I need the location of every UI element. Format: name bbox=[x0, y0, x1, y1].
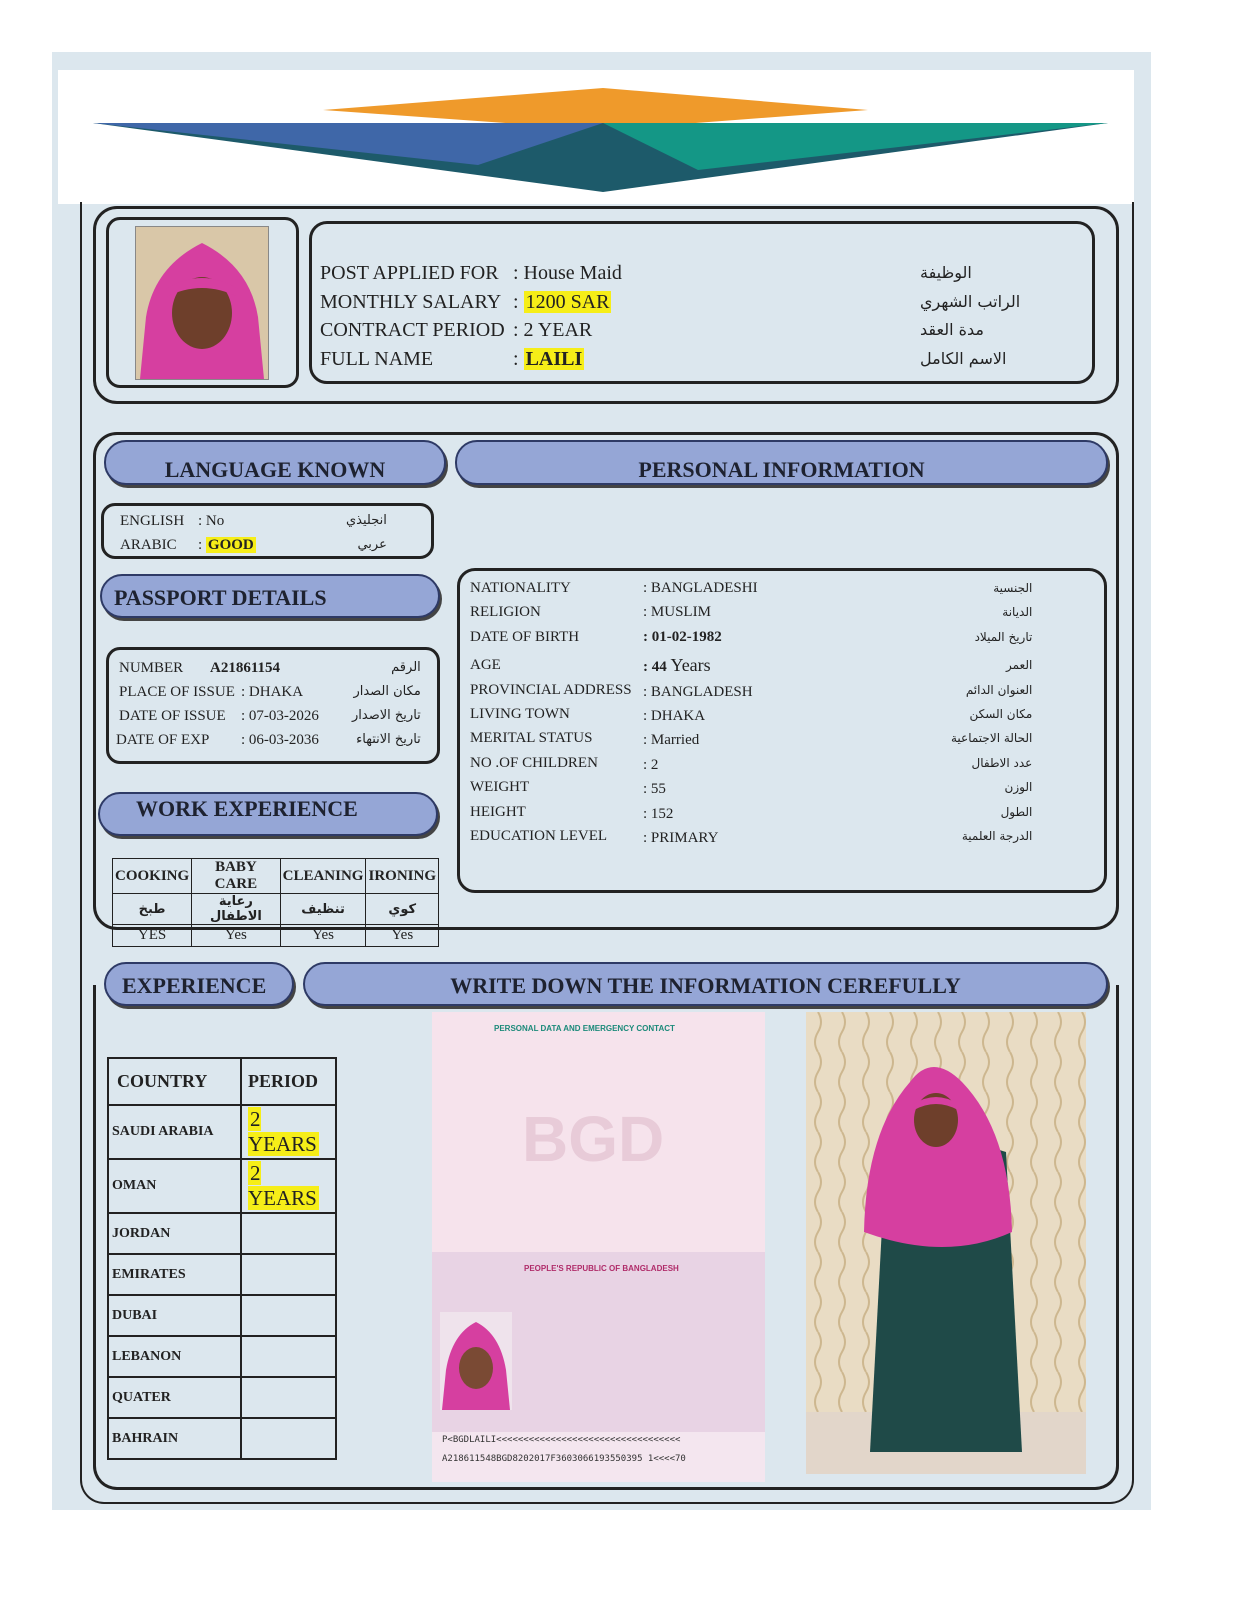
provincial-address-value: : BANGLADESH bbox=[643, 683, 753, 700]
passport-number-value: A21861154 bbox=[210, 660, 281, 676]
period-header: PERIOD bbox=[241, 1058, 336, 1105]
dob-value: : 01-02-1982 bbox=[643, 628, 722, 645]
post-applied-ar: الوظيفة bbox=[920, 263, 972, 282]
place-of-issue-label: PLACE OF ISSUE bbox=[119, 684, 235, 700]
date-of-issue-value: : 07-03-2026 bbox=[241, 708, 319, 724]
salary-label: MONTHLY SALARY bbox=[320, 290, 502, 313]
period-cell bbox=[241, 1377, 336, 1418]
cooking-header: COOKING bbox=[113, 859, 192, 894]
living-town-ar: مكان السكن bbox=[969, 707, 1033, 722]
personal-info-title: PERSONAL INFORMATION bbox=[455, 440, 1108, 485]
experience-title: EXPERIENCE bbox=[104, 962, 294, 1006]
language-labels bbox=[120, 509, 184, 557]
period-cell: 2 YEARS bbox=[248, 1161, 317, 1210]
post-applied-label: POST APPLIED FOR bbox=[320, 262, 499, 284]
age-unit: Years bbox=[670, 655, 711, 676]
country-cell: OMAN bbox=[108, 1159, 241, 1213]
salary-ar: الراتب الشهري bbox=[920, 291, 1021, 311]
salary-value: 1200 SAR bbox=[525, 290, 610, 313]
full-body-photo bbox=[806, 1012, 1086, 1474]
mrz-line-2: A218611548BGD8202017F3603066193550395 1<<<<70 bbox=[442, 1454, 686, 1464]
mrz-line-1: P<BGDLAILI<<<<<<<<<<<<<<<<<<<<<<<<<<<<<<<<<< bbox=[442, 1435, 681, 1445]
full-name-row: : LAILI bbox=[513, 347, 583, 370]
education-ar: الدرجة العلمية bbox=[961, 829, 1033, 844]
country-cell: SAUDI ARABIA bbox=[108, 1105, 241, 1159]
provincial-address-label: PROVINCIAL ADDRESS bbox=[470, 681, 632, 698]
banner-graphic bbox=[58, 70, 1134, 204]
salary-value-row: : 1200 SAR bbox=[513, 290, 610, 313]
religion-label: RELIGION bbox=[470, 604, 541, 621]
english-label: ENGLISH bbox=[120, 513, 185, 529]
personal-labels bbox=[470, 576, 632, 848]
education-value: : PRIMARY bbox=[643, 830, 719, 847]
country-cell: LEBANON bbox=[108, 1336, 241, 1377]
baby-care-ar: رعاية الاطفال bbox=[192, 894, 280, 925]
full-name-label: FULL NAME bbox=[320, 347, 434, 370]
living-town-value: : DHAKA bbox=[643, 708, 706, 725]
arabic-value-row: : GOOD bbox=[198, 537, 254, 553]
cleaning-header: CLEANING bbox=[280, 859, 366, 894]
country-experience-table bbox=[107, 1057, 337, 1460]
passport-values bbox=[241, 680, 319, 752]
cooking-value: YES bbox=[113, 925, 192, 947]
height-ar: الطول bbox=[1000, 804, 1033, 819]
nationality-ar: الجنسية bbox=[993, 581, 1033, 595]
country-cell: QUATER bbox=[108, 1377, 241, 1418]
country-cell: BAHRAIN bbox=[108, 1418, 241, 1459]
data-page-heading: PERSONAL DATA AND EMERGENCY CONTACT bbox=[494, 1024, 675, 1033]
passport-scan bbox=[432, 1012, 765, 1482]
country-cell: JORDAN bbox=[108, 1213, 241, 1254]
children-ar: عدد الاطفال bbox=[971, 755, 1033, 770]
full-name-ar: الاسم الكامل bbox=[920, 348, 1007, 368]
period-cell: 2 YEARS bbox=[248, 1107, 317, 1156]
top-info-arabic bbox=[920, 259, 1020, 373]
weight-ar: الوزن bbox=[1004, 780, 1033, 795]
ironing-header: IRONING bbox=[366, 859, 439, 894]
passport-number-label: NUMBER bbox=[119, 660, 184, 676]
period-cell bbox=[241, 1295, 336, 1336]
top-info-labels bbox=[320, 259, 505, 373]
nationality-label: NATIONALITY bbox=[470, 580, 571, 596]
height-value: : 152 bbox=[643, 805, 674, 822]
arabic-value: GOOD bbox=[207, 537, 254, 553]
period-cell bbox=[241, 1336, 336, 1377]
period-cell bbox=[241, 1213, 336, 1254]
work-experience-table bbox=[112, 858, 439, 947]
marital-status-value: : Married bbox=[643, 732, 700, 749]
passport-number-ar: الرقم bbox=[391, 660, 421, 675]
work-experience-title: WORK EXPERIENCE bbox=[98, 792, 438, 836]
passport-photo bbox=[440, 1312, 512, 1410]
english-ar: انجليذي bbox=[346, 513, 387, 528]
cleaning-ar: تنظيف bbox=[280, 894, 366, 925]
marital-status-ar: الحالة الاجتماعية bbox=[951, 731, 1033, 746]
cleaning-value: Yes bbox=[280, 925, 366, 947]
provincial-address-ar: العنوان الدائم bbox=[965, 682, 1033, 697]
language-values bbox=[198, 509, 256, 557]
passport-title: PASSPORT DETAILS bbox=[100, 574, 440, 618]
place-of-issue-value: : DHAKA bbox=[241, 684, 304, 700]
date-of-exp-label: DATE OF EXP bbox=[116, 732, 210, 748]
photo-frame bbox=[106, 217, 299, 388]
top-info-values bbox=[513, 259, 622, 373]
country-cell: DUBAI bbox=[108, 1295, 241, 1336]
weight-label: WEIGHT bbox=[470, 779, 530, 796]
education-label: EDUCATION LEVEL bbox=[470, 828, 608, 845]
period-cell bbox=[241, 1254, 336, 1295]
country-header: COUNTRY bbox=[108, 1058, 241, 1105]
write-carefully-note: WRITE DOWN THE INFORMATION CEREFULLY bbox=[303, 962, 1108, 1006]
cooking-ar: طبخ bbox=[113, 894, 192, 925]
country-cell: EMIRATES bbox=[108, 1254, 241, 1295]
passport-number-row bbox=[210, 656, 280, 680]
period-cell bbox=[241, 1418, 336, 1459]
religion-value: : MUSLIM bbox=[643, 604, 711, 621]
date-of-issue-ar: تاريخ الاصدار bbox=[352, 708, 421, 723]
date-of-exp-ar: تاريخ الانتهاء bbox=[356, 732, 421, 747]
contract-value: : 2 YEAR bbox=[513, 319, 593, 341]
arabic-label: ARABIC bbox=[120, 537, 177, 553]
children-value: : 2 bbox=[643, 756, 659, 773]
age-ar: العمر bbox=[1005, 658, 1033, 673]
country-heading: PEOPLE'S REPUBLIC OF BANGLADESH bbox=[524, 1264, 679, 1273]
height-label: HEIGHT bbox=[470, 803, 526, 820]
ironing-value: Yes bbox=[366, 925, 439, 947]
dob-label: DATE OF BIRTH bbox=[470, 628, 580, 645]
children-label: NO .OF CHILDREN bbox=[470, 754, 598, 771]
applicant-photo bbox=[135, 226, 269, 380]
english-value: : No bbox=[198, 513, 225, 529]
full-name-value: LAILI bbox=[525, 347, 583, 370]
dob-ar: تاريخ الميلاد bbox=[974, 629, 1033, 644]
age-label: AGE bbox=[470, 657, 501, 674]
language-arabic bbox=[346, 509, 387, 557]
date-of-issue-label: DATE OF ISSUE bbox=[119, 708, 226, 724]
religion-ar: الديانة bbox=[1002, 605, 1033, 620]
contract-ar: مدة العقد bbox=[920, 320, 984, 339]
ironing-ar: كوي bbox=[366, 894, 439, 925]
place-of-issue-ar: مكان الصدار bbox=[353, 684, 421, 699]
age-value: : 44 bbox=[643, 659, 667, 676]
personal-arabic bbox=[951, 576, 1032, 848]
baby-care-value: Yes bbox=[192, 925, 280, 947]
weight-value: : 55 bbox=[643, 781, 666, 798]
date-of-exp-value: : 06-03-2036 bbox=[241, 732, 319, 748]
language-title: LANGUAGE KNOWN bbox=[104, 440, 446, 485]
bgd-watermark: BGD bbox=[522, 1103, 665, 1175]
living-town-label: LIVING TOWN bbox=[470, 706, 570, 723]
age-row bbox=[643, 649, 758, 679]
personal-values bbox=[643, 576, 758, 850]
baby-care-header: BABY CARE bbox=[192, 859, 280, 894]
post-applied-value: : House Maid bbox=[513, 262, 622, 284]
passport-arabic bbox=[352, 656, 421, 752]
contract-label: CONTRACT PERIOD bbox=[320, 319, 505, 341]
marital-status-label: MERITAL STATUS bbox=[470, 730, 593, 747]
arabic-ar: عربي bbox=[357, 537, 387, 552]
nationality-value: : BANGLADESHI bbox=[643, 580, 758, 596]
header-banner bbox=[58, 70, 1134, 204]
